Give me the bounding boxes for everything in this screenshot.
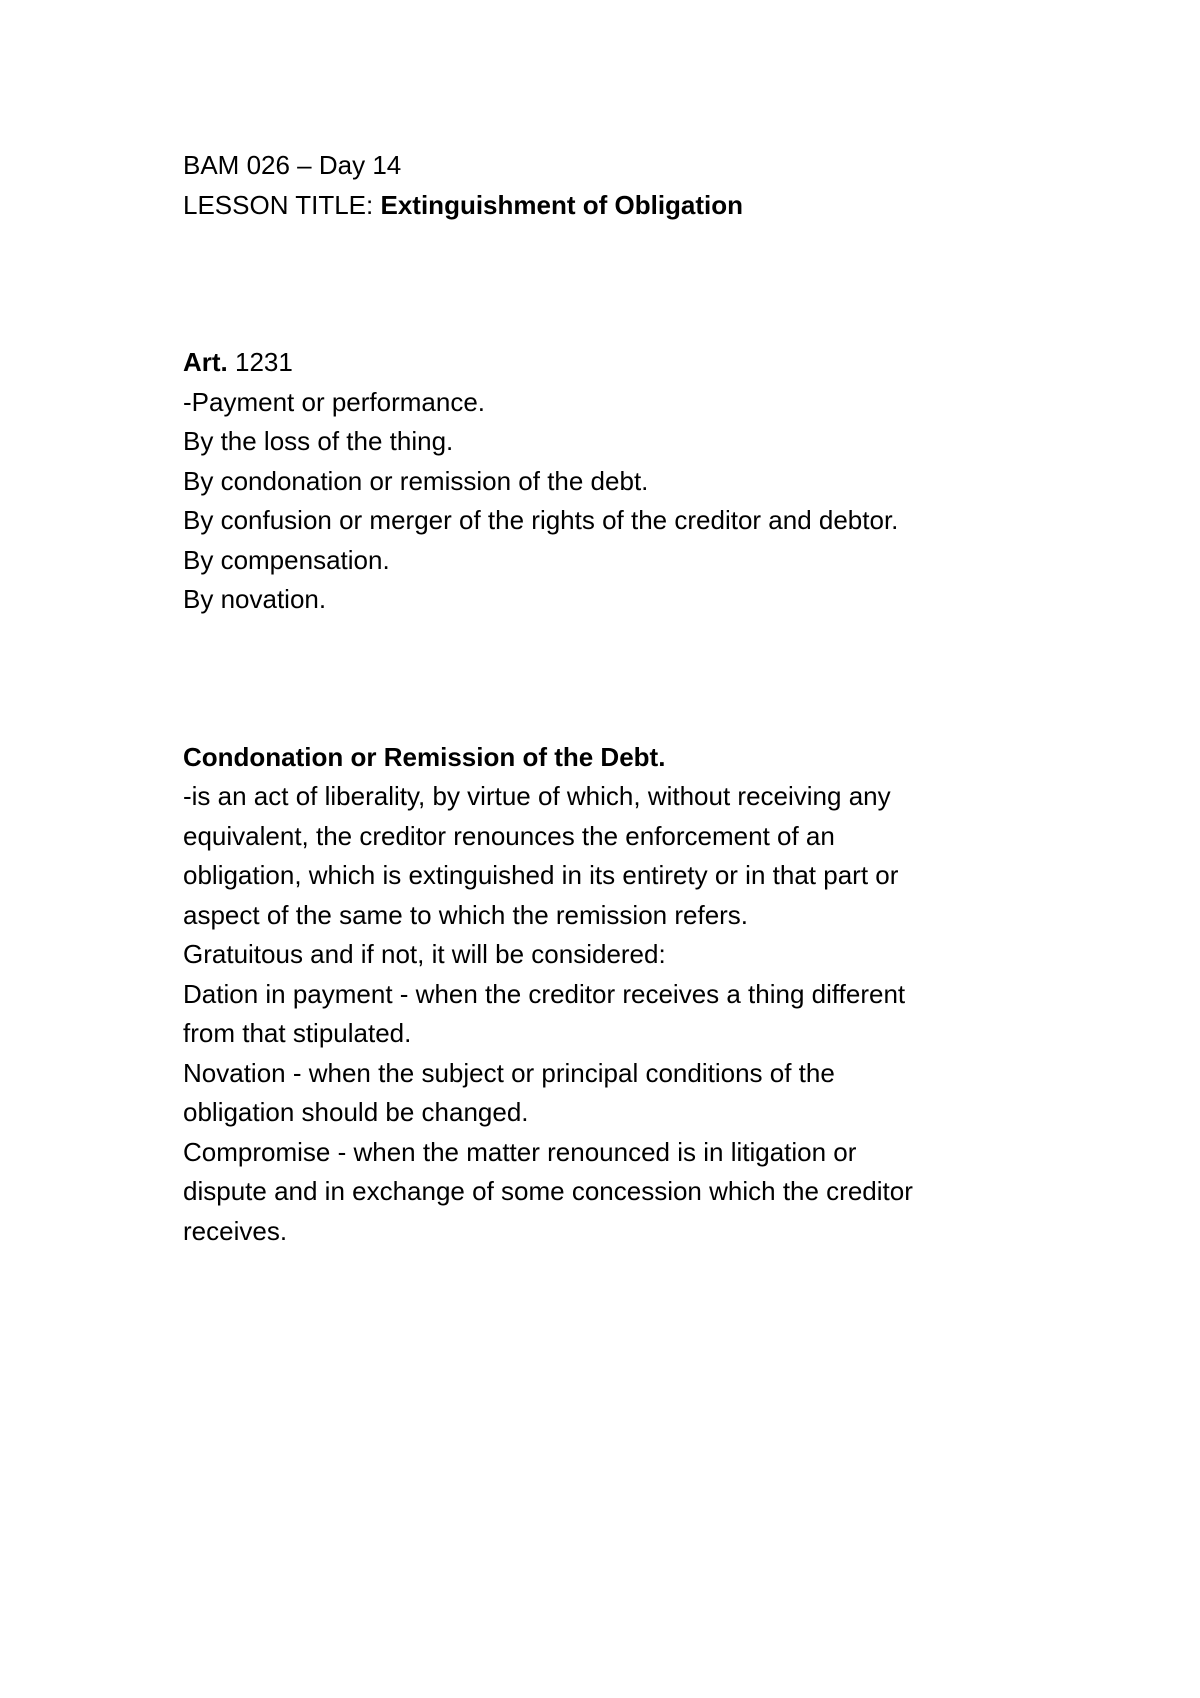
section-heading: Condonation or Remission of the Debt. xyxy=(183,741,666,772)
section-line: from that stipulated. xyxy=(183,1018,412,1048)
section-line: receives. xyxy=(183,1215,288,1246)
section-line: obligation should be changed. xyxy=(183,1097,529,1127)
section-line: equivalent, the creditor renounces the enforcement of an xyxy=(183,820,835,851)
spacer xyxy=(183,225,1083,343)
section-line: Novation - when the subject or principal conditions of the xyxy=(183,1057,835,1088)
lesson-title-label: LESSON TITLE: xyxy=(183,189,374,220)
article-item: By the loss of the thing. xyxy=(183,426,454,456)
document-body xyxy=(183,146,1083,1251)
section-line: obligation, which is extinguished in its entirety or in that part or xyxy=(183,860,899,890)
section-line: Gratuitous and if not, it will be considered: xyxy=(183,939,666,969)
lesson-title: Extinguishment of Obligation xyxy=(380,189,744,220)
section-line: dispute and in exchange of some concession which the creditor xyxy=(183,1176,913,1206)
article-item: -Payment or performance. xyxy=(183,386,486,417)
article-item: By compensation. xyxy=(183,544,390,575)
section-line: Compromise - when the matter renounced is in litigation or xyxy=(183,1136,857,1167)
section-line: aspect of the same to which the remission refers. xyxy=(183,899,749,930)
section-line: Dation in payment - when the creditor receives a thing different xyxy=(183,978,906,1009)
course-day-line: BAM 026 – Day 14 xyxy=(183,150,402,180)
article-heading-number: 1231 xyxy=(235,347,293,377)
article-item: By condonation or remission of the debt. xyxy=(183,465,649,496)
section-line: -is an act of liberality, by virtue of which, without receiving any xyxy=(183,781,891,811)
article-item: By confusion or merger of the rights of the creditor and debtor. xyxy=(183,505,899,535)
article-heading xyxy=(183,343,1083,383)
spacer xyxy=(183,620,1083,738)
lesson-title-line xyxy=(183,186,1083,226)
article-heading-label: Art. xyxy=(183,347,228,377)
article-item: By novation. xyxy=(183,584,327,614)
